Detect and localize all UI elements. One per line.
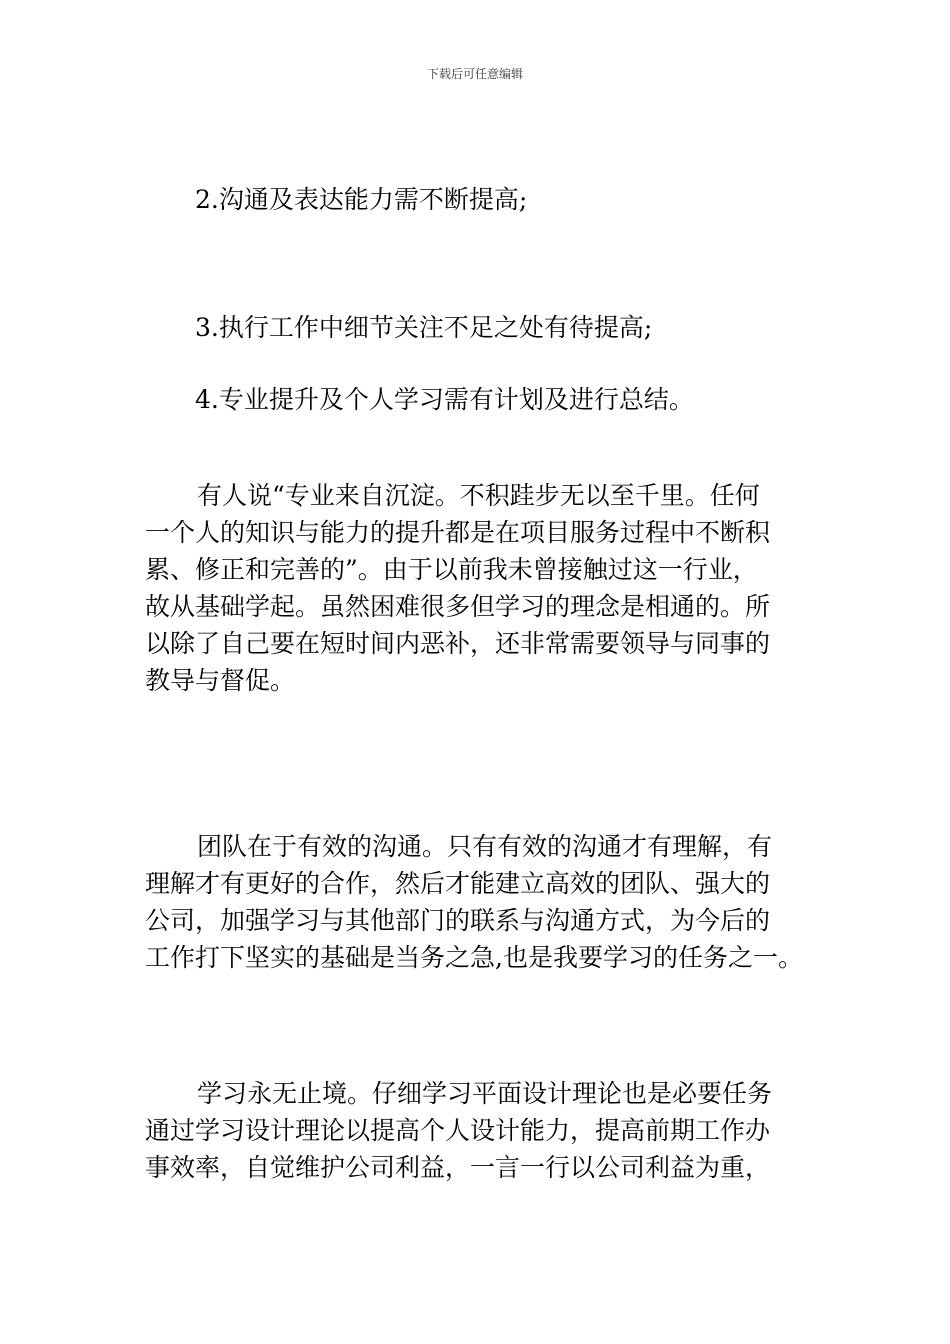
paragraph-line: 学习永无止境。仔细学习平面设计理论也是必要任务 <box>197 1079 773 1108</box>
paragraph-line: 公司，加强学习与其他部门的联系与沟通方式，为今后的 <box>145 906 771 935</box>
paragraph-2 <box>145 828 810 976</box>
paragraph-3 <box>145 1075 810 1186</box>
paragraph-line: 有人说“专业来自沉淀。不积跬步无以至千里。任何 <box>197 481 760 510</box>
list-item: 3.执行工作中细节关注不足之处有待提高; <box>195 313 653 342</box>
list-item: 4.专业提升及个人学习需有计划及进行总结。 <box>195 385 694 414</box>
paragraph-line: 团队在于有效的沟通。只有有效的沟通才有理解，有 <box>197 832 773 861</box>
paragraph-line: 理解才有更好的合作，然后才能建立高效的团队、强大的 <box>145 869 771 898</box>
paragraph-line: 工作打下坚实的基础是当务之急,也是我要学习的任务之一。 <box>145 943 803 972</box>
paragraph-line: 事效率，自觉维护公司利益，一言一行以公司利益为重， <box>145 1153 771 1182</box>
paragraph-line: 故从基础学起。虽然困难很多但学习的理念是相通的。所 <box>145 592 771 621</box>
paragraph-line: 以除了自己要在短时间内恶补，还非常需要领导与同事的 <box>145 629 771 658</box>
paragraph-line: 通过学习设计理论以提高个人设计能力，提高前期工作办 <box>145 1116 771 1145</box>
page-header-note: 下载后可任意编辑 <box>426 67 523 81</box>
paragraph-line: 教导与督促。 <box>145 666 296 695</box>
list-item: 2.沟通及表达能力需不断提高; <box>195 185 528 214</box>
paragraph-1 <box>145 477 810 699</box>
paragraph-line: 累、修正和完善的”。由于以前我未曾接触过这一行业， <box>145 555 758 584</box>
paragraph-line: 一个人的知识与能力的提升都是在项目服务过程中不断积 <box>145 518 771 547</box>
